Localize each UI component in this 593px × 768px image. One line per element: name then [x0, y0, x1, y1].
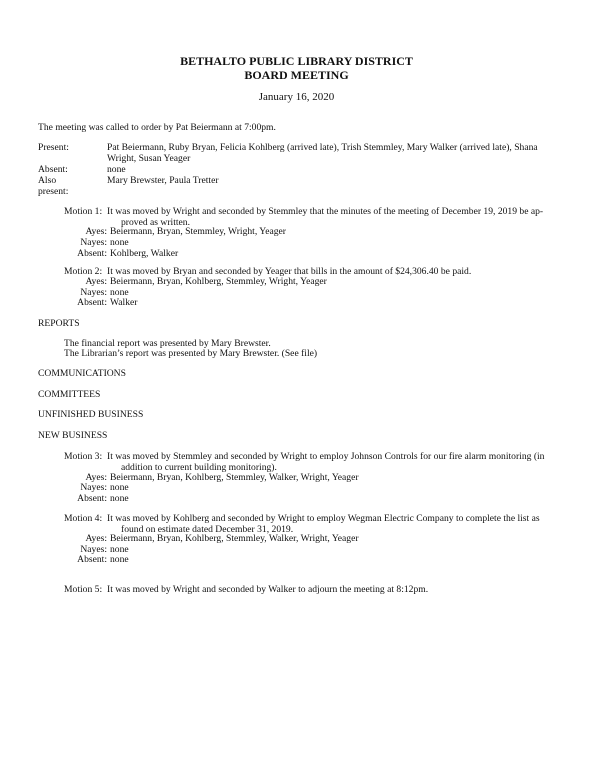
motion-text	[107, 206, 557, 228]
document-title-line2: BOARD MEETING	[244, 68, 349, 82]
ayes-label: Ayes:	[85, 226, 107, 237]
motion-text-line2: addition to current building monitoring).	[121, 462, 277, 473]
absent-value: none	[107, 164, 126, 175]
motion-label: Motion 1:	[64, 206, 103, 217]
absent-value: none	[110, 554, 129, 565]
absent-value: Kohlberg, Walker	[110, 248, 179, 259]
unfinished-business-heading: UNFINISHED BUSINESS	[38, 409, 144, 420]
ayes-label: Ayes:	[85, 276, 107, 287]
motion-label: Motion 4:	[64, 513, 103, 524]
motion-text-line2: found on estimate dated December 31, 2019.	[121, 524, 294, 535]
motion-text	[107, 451, 557, 473]
ayes-value: Beiermann, Bryan, Kohlberg, Stemmley, Walker, Wright, Yeager	[110, 472, 359, 483]
nayes-value: none	[110, 544, 129, 555]
ayes-label: Ayes:	[85, 533, 107, 544]
nayes-value: none	[110, 287, 129, 298]
meeting-date: January 16, 2020	[258, 91, 335, 103]
also-present-value: Mary Brewster, Paula Tretter	[107, 175, 219, 186]
also-present-label: Also present:	[38, 175, 69, 197]
motion-text-line2: proved as written.	[121, 217, 191, 228]
new-business-heading: NEW BUSINESS	[38, 430, 108, 441]
nayes-label: Nayes:	[80, 237, 107, 248]
ayes-value: Beiermann, Bryan, Kohlberg, Stemmley, Wright, Yeager	[110, 276, 327, 287]
absent-label: Absent:	[77, 554, 107, 565]
intro-text: The meeting was called to order by Pat Beiermann at 7:00pm.	[38, 122, 276, 133]
absent-label: Absent:	[77, 493, 107, 504]
committees-heading: COMMITTEES	[38, 389, 101, 400]
ayes-value: Beiermann, Bryan, Kohlberg, Stemmley, Walker, Wright, Yeager	[110, 533, 359, 544]
present-line2: Wright, Susan Yeager	[107, 153, 191, 164]
communications-heading: COMMUNICATIONS	[38, 368, 126, 379]
present-line1: Pat Beiermann, Ruby Bryan, Felicia Kohlberg (arrived late), Trish Stemmley, Mary Walker (arrived late), Shana	[107, 142, 538, 153]
nayes-label: Nayes:	[80, 482, 107, 493]
motion-label: Motion 2:	[64, 266, 103, 277]
motion-text-line1: It was moved by Kohlberg and seconded by Wright to employ Wegman Electric Company to complete the list as	[107, 513, 540, 524]
document-title-line1: BETHALTO PUBLIC LIBRARY DISTRICT	[180, 54, 413, 68]
financial-report-line: The financial report was presented by Mary Brewster.	[64, 338, 271, 349]
absent-label: Absent:	[77, 248, 107, 259]
nayes-value: none	[110, 237, 129, 248]
absent-label: Absent:	[38, 164, 68, 175]
present-value	[107, 142, 587, 164]
nayes-label: Nayes:	[80, 544, 107, 555]
reports-heading: REPORTS	[38, 318, 80, 329]
absent-value: Walker	[110, 297, 138, 308]
present-label: Present:	[38, 142, 69, 153]
motion-text-line1: It was moved by Wright and seconded by Walker to adjourn the meeting at 8:12pm.	[107, 584, 429, 595]
nayes-value: none	[110, 482, 129, 493]
absent-value: none	[110, 493, 129, 504]
motion-text-line1: It was moved by Stemmley and seconded by Wright to employ Johnson Controls for our fire alarm monitoring (in	[107, 451, 545, 462]
motion-text-line1: It was moved by Wright and seconded by Stemmley that the minutes of the meeting of December 19, 2019 be ap-	[107, 206, 544, 217]
ayes-label: Ayes:	[85, 472, 107, 483]
nayes-label: Nayes:	[80, 287, 107, 298]
motion-label: Motion 3:	[64, 451, 103, 462]
motion-text	[107, 513, 557, 535]
motion-label: Motion 5:	[64, 584, 103, 595]
absent-label: Absent:	[77, 297, 107, 308]
motion-text-line1: It was moved by Bryan and seconded by Yeager that bills in the amount of $24,306.40 be paid.	[107, 266, 472, 277]
librarian-report-line: The Librarian’s report was presented by Mary Brewster. (See file)	[64, 348, 318, 359]
ayes-value: Beiermann, Bryan, Stemmley, Wright, Yeager	[110, 226, 286, 237]
